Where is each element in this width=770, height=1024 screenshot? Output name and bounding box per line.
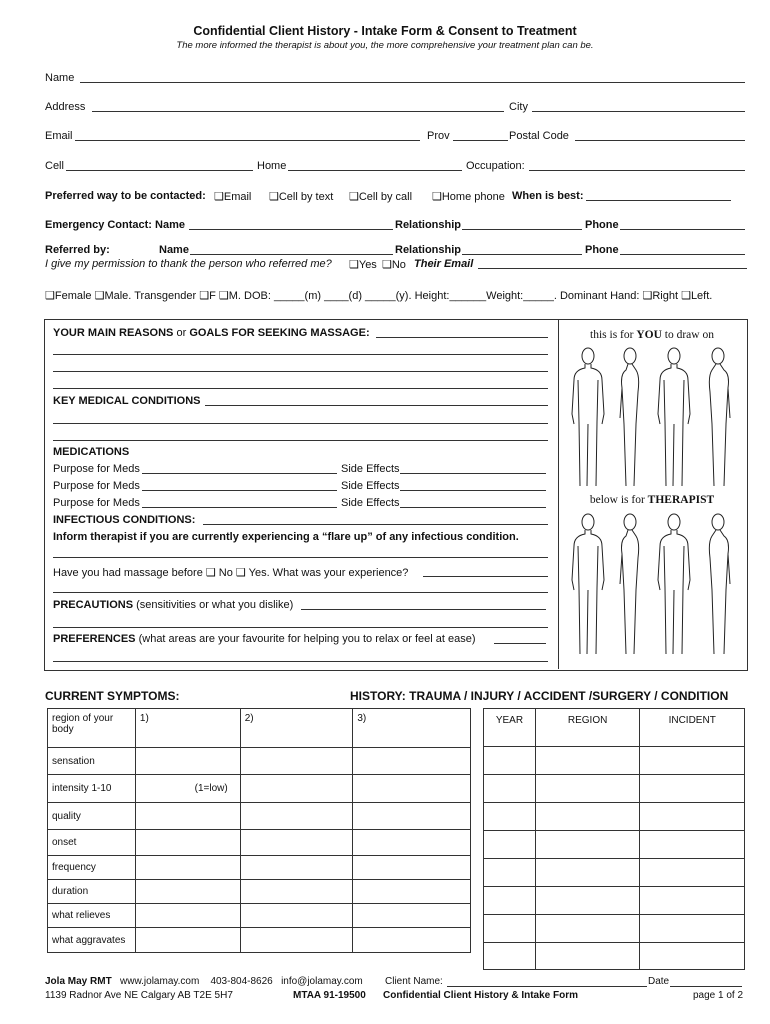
- reasons-field-1[interactable]: [376, 337, 548, 338]
- purpose-field-1[interactable]: [142, 473, 337, 474]
- symptom-row-label: onset: [48, 830, 136, 856]
- symptom-row-label: what aggravates: [48, 928, 136, 953]
- medical-field-3[interactable]: [53, 440, 548, 441]
- emergency-phone-label: Phone: [585, 219, 619, 231]
- key-medical-heading: KEY MEDICAL CONDITIONS: [53, 395, 201, 407]
- table-row: [484, 887, 745, 915]
- contact-call-checkbox[interactable]: ❑Cell by call: [349, 191, 413, 203]
- symptom-cell[interactable]: [240, 748, 353, 775]
- when-best-field[interactable]: [586, 200, 731, 201]
- emergency-relationship-field[interactable]: [462, 229, 582, 230]
- symptom-col-3-header[interactable]: 3): [353, 709, 471, 748]
- contact-home-checkbox[interactable]: ❑Home phone: [432, 191, 505, 203]
- body-outline-figures-client[interactable]: [566, 344, 742, 492]
- side-effects-label-1: Side Effects: [341, 463, 400, 475]
- home-label: Home: [257, 160, 287, 172]
- footer-address: 1139 Radnor Ave NE Calgary AB T2E 5H7: [45, 990, 233, 1001]
- symptom-cell[interactable]: [135, 904, 240, 928]
- history-cell[interactable]: [640, 831, 745, 859]
- table-row: [48, 775, 471, 803]
- home-field[interactable]: [288, 170, 462, 171]
- history-cell[interactable]: [535, 859, 640, 887]
- symptom-row-label: region of your body: [48, 709, 136, 748]
- intensity-note[interactable]: (1=low): [135, 775, 240, 803]
- permission-no-checkbox[interactable]: ❑No: [382, 259, 406, 271]
- city-field[interactable]: [532, 111, 745, 112]
- body-side-figure-right: [709, 514, 730, 654]
- client-figures-caption: this is for YOU to draw on: [590, 329, 714, 341]
- form-title: Confidential Client History - Intake Form & Consent to Treatment: [193, 24, 577, 38]
- purpose-field-2[interactable]: [142, 490, 337, 491]
- infectious-heading: INFECTIOUS CONDITIONS:: [53, 514, 196, 526]
- symptom-row-label: intensity 1-10: [48, 775, 136, 803]
- symptom-cell[interactable]: [135, 856, 240, 880]
- symptom-cell[interactable]: [353, 830, 471, 856]
- client-name-label: Client Name:: [385, 976, 443, 987]
- symptom-cell[interactable]: [353, 803, 471, 830]
- symptom-cell[interactable]: [240, 830, 353, 856]
- purpose-label-1: Purpose for Meds: [53, 463, 140, 475]
- symptom-col-2-header[interactable]: 2): [240, 709, 353, 748]
- precautions-field-1[interactable]: [301, 609, 546, 610]
- table-row: [484, 709, 745, 747]
- history-cell[interactable]: [535, 915, 640, 943]
- history-cell[interactable]: [484, 859, 536, 887]
- referred-label: Referred by:: [45, 244, 110, 256]
- history-cell[interactable]: [640, 943, 745, 970]
- history-cell[interactable]: [535, 887, 640, 915]
- symptom-cell[interactable]: [353, 880, 471, 904]
- symptom-row-label: quality: [48, 803, 136, 830]
- history-col-region: REGION: [535, 709, 640, 747]
- table-row: [484, 803, 745, 831]
- reasons-field-4[interactable]: [53, 388, 548, 389]
- symptom-cell[interactable]: [135, 830, 240, 856]
- table-row: [48, 830, 471, 856]
- table-row: [484, 831, 745, 859]
- side-effects-label-2: Side Effects: [341, 480, 400, 492]
- page-number: page 1 of 2: [693, 990, 744, 1001]
- symptom-cell[interactable]: [135, 748, 240, 775]
- preferences-heading: PREFERENCES (what areas are your favourite for helping you to relax or feel at ease): [53, 633, 476, 645]
- footer-contact-line: Jola May RMT www.jolamay.com 403-804-8626 info@jolamay.com: [45, 976, 363, 987]
- history-cell[interactable]: [640, 775, 745, 803]
- inform-therapist-text: Inform therapist if you are currently experiencing a “flare up” of any infectious condition.: [53, 531, 519, 543]
- email-label: Email: [45, 130, 73, 142]
- medical-field-1[interactable]: [205, 405, 548, 406]
- prov-field[interactable]: [453, 140, 508, 141]
- contact-pref-label: Preferred way to be contacted:: [45, 190, 206, 202]
- purpose-field-3[interactable]: [142, 507, 337, 508]
- medications-heading: MEDICATIONS: [53, 446, 130, 458]
- symptom-cell[interactable]: [353, 904, 471, 928]
- body-front-figure: [572, 514, 604, 654]
- symptom-row-label: what relieves: [48, 904, 136, 928]
- history-col-year: YEAR: [484, 709, 536, 747]
- date-field[interactable]: [670, 986, 742, 987]
- referred-relationship-label: Relationship: [395, 244, 462, 256]
- body-outline-figures-therapist[interactable]: [566, 510, 742, 660]
- referred-name-label: Name: [159, 244, 189, 256]
- side-effects-field-2[interactable]: [400, 490, 546, 491]
- table-row: [484, 915, 745, 943]
- table-row: [484, 775, 745, 803]
- symptom-cell[interactable]: [240, 880, 353, 904]
- history-cell[interactable]: [535, 747, 640, 775]
- emergency-phone-field[interactable]: [620, 229, 745, 230]
- table-row: [484, 943, 745, 970]
- demographics-line[interactable]: ❑Female ❑Male. Transgender ❑F ❑M. DOB: _____(m) ____(d) _____(y). Height:______Weight:_____. Dominant Hand: ❑Right ❑Left.: [45, 290, 713, 302]
- symptom-cell[interactable]: [353, 856, 471, 880]
- their-email-field[interactable]: [478, 268, 747, 269]
- symptom-cell[interactable]: [240, 775, 353, 803]
- history-cell[interactable]: [484, 803, 536, 831]
- symptom-row-label: frequency: [48, 856, 136, 880]
- name-field[interactable]: [80, 82, 745, 83]
- contact-email-checkbox[interactable]: ❑Email: [214, 191, 252, 203]
- emergency-label: Emergency Contact: Name: [45, 219, 185, 231]
- history-cell[interactable]: [640, 803, 745, 831]
- symptom-cell[interactable]: [353, 775, 471, 803]
- purpose-label-3: Purpose for Meds: [53, 497, 140, 509]
- footer-mtaa: MTAA 91-19500: [293, 990, 366, 1001]
- history-cell[interactable]: [535, 803, 640, 831]
- history-cell[interactable]: [484, 887, 536, 915]
- purpose-label-2: Purpose for Meds: [53, 480, 140, 492]
- history-table: [483, 708, 745, 970]
- history-cell[interactable]: [484, 775, 536, 803]
- name-label: Name: [45, 72, 75, 84]
- footer-form-name: Confidential Client History & Intake Form: [383, 990, 579, 1001]
- cell-label: Cell: [45, 160, 64, 172]
- table-row: [48, 856, 471, 880]
- medical-field-2[interactable]: [53, 423, 548, 424]
- body-back-figure: [658, 348, 690, 486]
- table-row: [484, 859, 745, 887]
- history-heading: HISTORY: TRAUMA / INJURY / ACCIDENT /SURGERY / CONDITION: [350, 689, 729, 703]
- address-label: Address: [45, 101, 86, 113]
- symptom-cell[interactable]: [353, 748, 471, 775]
- infectious-field-2[interactable]: [53, 557, 548, 558]
- symptom-row-label: sensation: [48, 748, 136, 775]
- symptom-row-label: duration: [48, 880, 136, 904]
- experience-field-2[interactable]: [53, 592, 548, 593]
- history-col-incident: INCIDENT: [640, 709, 745, 747]
- referral-permission-text: I give my permission to thank the person who referred me?: [45, 258, 332, 270]
- reasons-heading: YOUR MAIN REASONS or GOALS FOR SEEKING MASSAGE:: [53, 327, 370, 339]
- history-cell[interactable]: [640, 859, 745, 887]
- history-cell[interactable]: [640, 747, 745, 775]
- table-row: [48, 803, 471, 830]
- prov-label: Prov: [427, 130, 450, 142]
- preferences-field-2[interactable]: [53, 661, 548, 662]
- occupation-field[interactable]: [529, 170, 745, 171]
- symptom-cell[interactable]: [135, 928, 240, 953]
- history-cell[interactable]: [535, 943, 640, 970]
- reasons-field-2[interactable]: [53, 354, 548, 355]
- side-effects-field-1[interactable]: [400, 473, 546, 474]
- symptom-cell[interactable]: [135, 880, 240, 904]
- history-cell[interactable]: [535, 831, 640, 859]
- history-cell[interactable]: [484, 915, 536, 943]
- symptom-cell[interactable]: [240, 803, 353, 830]
- precautions-heading: PRECAUTIONS (sensitivities or what you dislike): [53, 599, 294, 611]
- symptom-cell[interactable]: [353, 928, 471, 953]
- their-email-label: Their Email: [414, 258, 474, 270]
- client-name-field[interactable]: [447, 986, 647, 987]
- emergency-relationship-label: Relationship: [395, 219, 462, 231]
- table-row: [48, 928, 471, 953]
- history-cell[interactable]: [484, 831, 536, 859]
- referred-phone-field[interactable]: [620, 254, 745, 255]
- occupation-label: Occupation:: [466, 160, 525, 172]
- infectious-field[interactable]: [203, 524, 548, 525]
- referred-relationship-field[interactable]: [462, 254, 582, 255]
- date-label: Date: [648, 976, 670, 987]
- therapist-figures-caption: below is for THERAPIST: [589, 494, 715, 506]
- body-side-figure-left: [620, 514, 639, 654]
- side-effects-label-3: Side Effects: [341, 497, 400, 509]
- preferences-field-1[interactable]: [494, 643, 546, 644]
- emergency-name-field[interactable]: [189, 229, 393, 230]
- body-side-figure-right: [709, 348, 730, 486]
- experience-field-1[interactable]: [423, 576, 548, 577]
- contact-text-checkbox[interactable]: ❑Cell by text: [269, 191, 334, 203]
- table-row: [48, 748, 471, 775]
- city-label: City: [509, 101, 528, 113]
- history-cell[interactable]: [484, 943, 536, 970]
- history-cell[interactable]: [640, 887, 745, 915]
- symptom-cell[interactable]: [240, 904, 353, 928]
- side-effects-field-3[interactable]: [400, 507, 546, 508]
- massage-before-question[interactable]: Have you had massage before ❑ No ❑ Yes. What was your experience?: [53, 567, 409, 579]
- current-symptoms-heading: CURRENT SYMPTOMS:: [45, 689, 180, 703]
- symptoms-table: [47, 708, 471, 953]
- history-cell[interactable]: [535, 775, 640, 803]
- symptom-cell[interactable]: [135, 803, 240, 830]
- symptom-cell[interactable]: [240, 928, 353, 953]
- referred-name-field[interactable]: [190, 254, 393, 255]
- email-field[interactable]: [75, 140, 420, 141]
- referred-phone-label: Phone: [585, 244, 619, 256]
- cell-field[interactable]: [66, 170, 253, 171]
- address-field[interactable]: [92, 111, 504, 112]
- postal-field[interactable]: [575, 140, 745, 141]
- when-best-label: When is best:: [512, 190, 584, 202]
- symptom-cell[interactable]: [240, 856, 353, 880]
- table-row: [48, 904, 471, 928]
- history-cell[interactable]: [484, 747, 536, 775]
- table-row: [484, 747, 745, 775]
- postal-label: Postal Code: [509, 130, 569, 142]
- symptom-col-1-header[interactable]: 1): [135, 709, 240, 748]
- form-subtitle: The more informed the therapist is about you, the more comprehensive your treatment plan can be.: [176, 40, 594, 51]
- history-cell[interactable]: [640, 915, 745, 943]
- table-row: [48, 709, 471, 748]
- body-back-figure: [658, 514, 690, 654]
- precautions-field-2[interactable]: [53, 627, 548, 628]
- body-side-figure-left: [620, 348, 639, 486]
- permission-yes-checkbox[interactable]: ❑Yes: [349, 259, 377, 271]
- table-row: [48, 880, 471, 904]
- reasons-field-3[interactable]: [53, 371, 548, 372]
- body-front-figure: [572, 348, 604, 486]
